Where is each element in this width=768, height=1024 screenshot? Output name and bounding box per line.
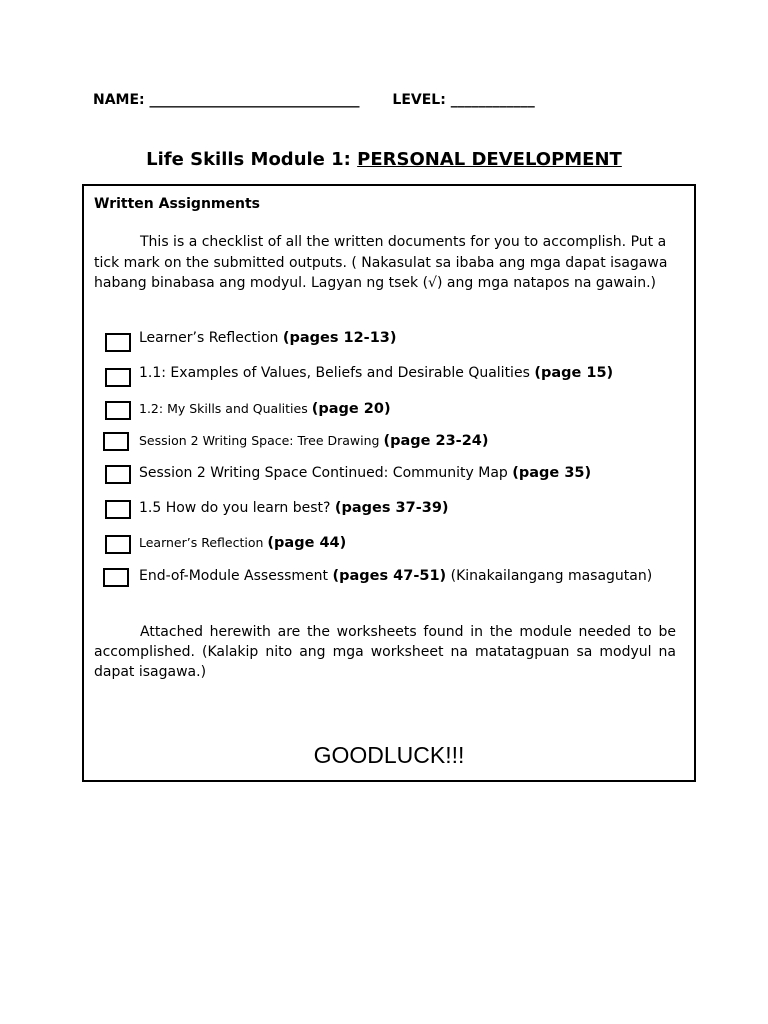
page-reference: (page 20) [311, 401, 391, 417]
level-label: LEVEL: [392, 92, 446, 108]
section-heading: Written Assignments [94, 196, 260, 212]
name-label: NAME: [93, 92, 145, 108]
attached-paragraph: Attached herewith are the worksheets found in the module needed to be accomplished. (Kalakip nito ang mga worksheet na matatagpuan sa modyul na dapat isagawa.) [94, 624, 676, 680]
goodluck-text: GOODLUCK!!! [313, 742, 465, 768]
page-reference: (pages 47-51) [332, 568, 447, 584]
checklist-item-label: 1.1: Examples of Values, Beliefs and Desirable Qualities (page 15) [139, 365, 614, 381]
checklist-item-label: Learner’s Reflection (pages 12-13) [139, 330, 397, 346]
checklist-item-label: 1.2: My Skills and Qualities (page 20) [139, 401, 391, 417]
checkbox[interactable] [105, 333, 131, 352]
checklist-item-label: End-of-Module Assessment (pages 47-51) (Kinakailangang masagutan) [139, 568, 653, 584]
name-blank: ______________________________ [149, 92, 360, 108]
checklist-item-label: Session 2 Writing Space Continued: Community Map (page 35) [139, 465, 592, 481]
checkbox[interactable] [105, 368, 131, 387]
module-title [0, 149, 768, 170]
page-reference: (page 44) [267, 535, 347, 551]
checkbox[interactable] [105, 465, 131, 484]
page-reference: (page 35) [512, 465, 592, 481]
header-line [93, 92, 535, 108]
checkbox[interactable] [105, 535, 131, 554]
intro-paragraph: This is a checklist of all the written documents for you to accomplish. Put a tick mark on the submitted outputs. ( Nakasulat sa ibaba ang mga dapat isagawa habang binabasa ang modyul. Lagyan ng tsek (√) ang mga natapos na gawain.) [94, 234, 668, 291]
page-reference: (pages 37-39) [334, 500, 449, 516]
checkbox[interactable] [105, 401, 131, 420]
module-title-prefix: Life Skills Module 1: [146, 149, 358, 170]
module-title-main: PERSONAL DEVELOPMENT [357, 149, 622, 170]
checkbox[interactable] [105, 500, 131, 519]
checkbox[interactable] [103, 568, 129, 587]
page-reference: (page 23-24) [383, 433, 489, 449]
page-reference: (pages 12-13) [282, 330, 397, 346]
written-assignments-box [82, 184, 696, 782]
checklist-item-label: 1.5 How do you learn best? (pages 37-39) [139, 500, 449, 516]
checkbox[interactable] [103, 432, 129, 451]
page-reference: (page 15) [534, 365, 614, 381]
level-blank: ____________ [450, 92, 535, 108]
checklist-item-label: Learner’s Reflection (page 44) [139, 535, 347, 551]
checklist-item-label: Session 2 Writing Space: Tree Drawing (page 23-24) [139, 433, 489, 449]
